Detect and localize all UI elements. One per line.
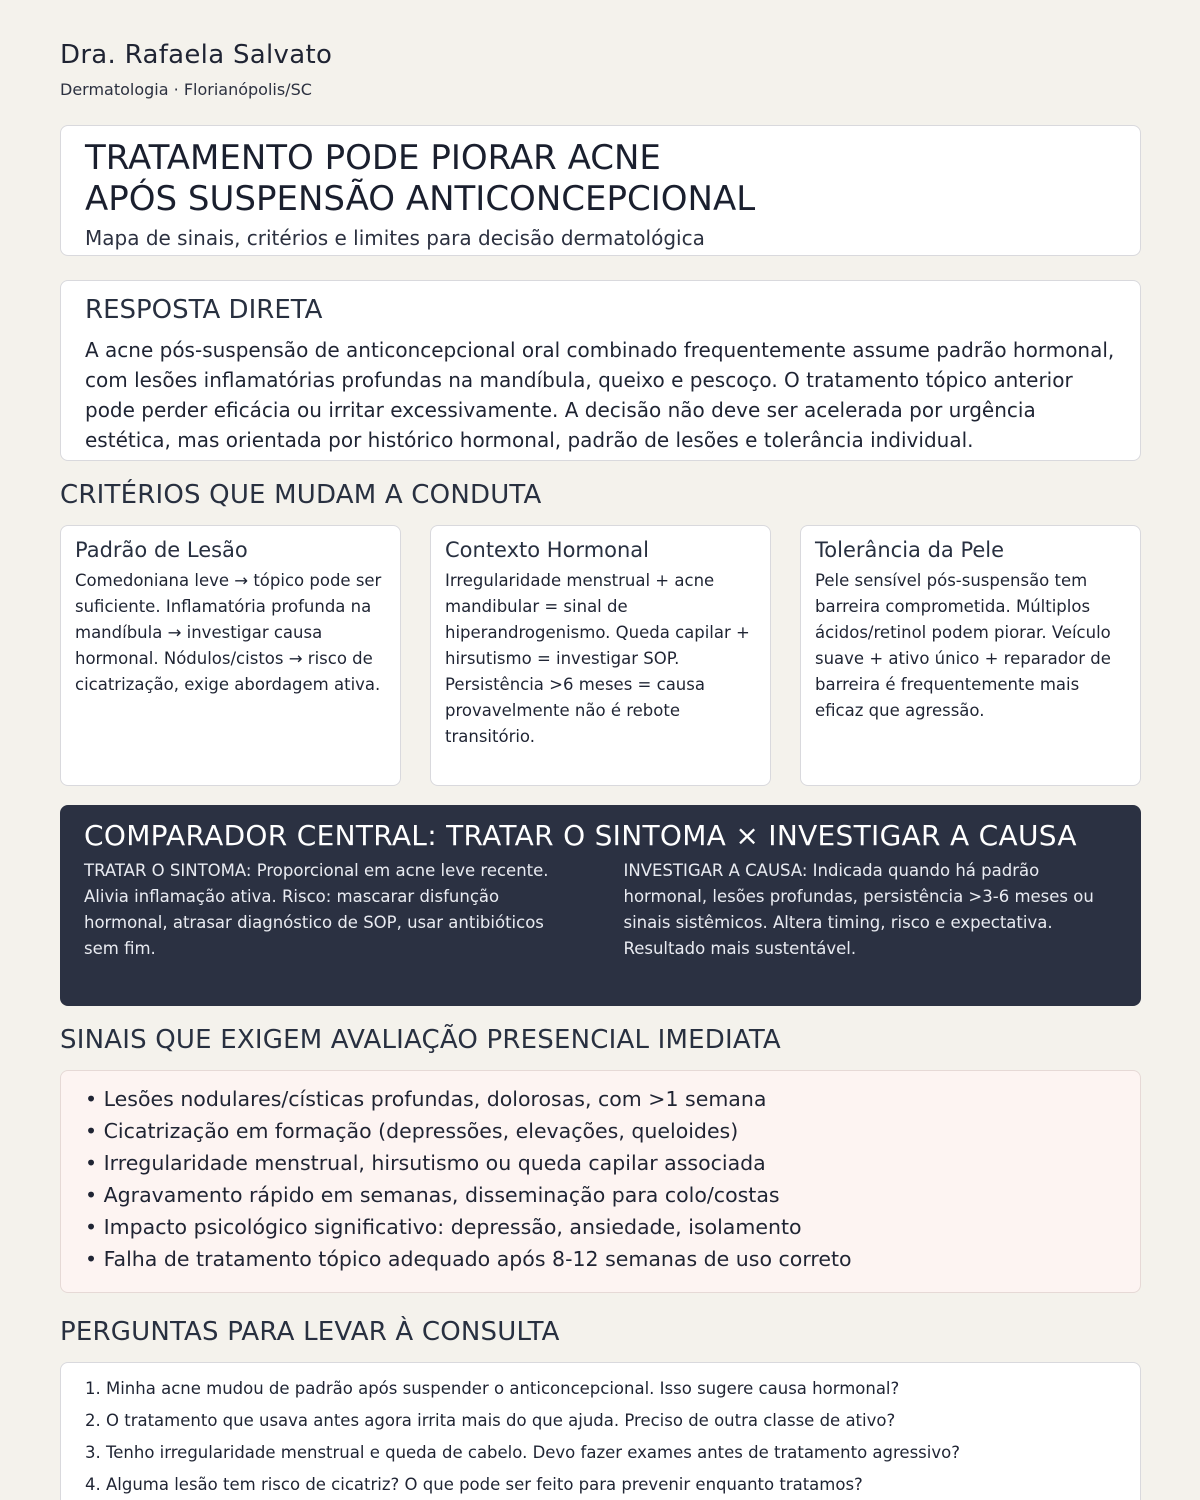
signals-list xyxy=(85,1083,1116,1275)
questions-card xyxy=(60,1362,1141,1500)
list-item: • Falha de tratamento tópico adequado após 8-12 semanas de uso correto xyxy=(85,1247,852,1271)
criteria-card-title: Contexto Hormonal xyxy=(445,538,650,562)
list-item: • Impacto psicológico significativo: depressão, ansiedade, isolamento xyxy=(85,1215,802,1239)
title-card xyxy=(60,125,1141,256)
list-item: • Agravamento rápido em semanas, disseminação para colo/costas xyxy=(85,1183,780,1207)
list-item: 4. Alguma lesão tem risco de cicatriz? O que pode ser feito para prevenir enquanto tratamos? xyxy=(85,1475,863,1494)
direct-answer-title: RESPOSTA DIRETA xyxy=(85,295,323,325)
criteria-card-hormonal-context xyxy=(430,525,771,786)
criteria-card-title: Padrão de Lesão xyxy=(75,538,248,562)
list-item: • Lesões nodulares/císticas profundas, dolorosas, com >1 semana xyxy=(85,1087,767,1111)
criteria-section-title: CRITÉRIOS QUE MUDAM A CONDUTA xyxy=(60,480,542,510)
doctor-name: Dra. Rafaela Salvato xyxy=(60,40,333,70)
questions-section-title: PERGUNTAS PARA LEVAR À CONSULTA xyxy=(60,1317,560,1347)
criteria-card-title: Tolerância da Pele xyxy=(815,538,1005,562)
direct-answer-text: A acne pós-suspensão de anticoncepcional oral combinado frequentemente assume padrão hormonal, com lesões inflamatórias profundas na mandíbula, queixo e pescoço. O tratamento tópico anterior pode perder eficácia ou irritar excessivamente. A decisão não deve ser acelerada por urgência estética, mas orientada por histórico hormonal, padrão de lesões e tolerância individual. xyxy=(85,338,1115,452)
criteria-card-text: Comedoniana leve → tópico pode ser suficiente. Inflamatória profunda na mandíbula → investigar causa hormonal. Nódulos/cistos → risco de cicatrização, exige abordagem ativa. xyxy=(75,571,382,694)
comparator-title: COMPARADOR CENTRAL: TRATAR O SINTOMA × INVESTIGAR A CAUSA xyxy=(84,819,1077,852)
signals-section-title: SINAIS QUE EXIGEM AVALIAÇÃO PRESENCIAL IMEDIATA xyxy=(60,1025,781,1055)
page-header xyxy=(60,40,332,99)
main-title-line-2: APÓS SUSPENSÃO ANTICONCEPCIONAL xyxy=(85,179,756,219)
list-item: 2. O tratamento que usava antes agora irrita mais do que ajuda. Preciso de outra classe de ativo? xyxy=(85,1411,896,1430)
list-item: • Cicatrização em formação (depressões, elevações, queloides) xyxy=(85,1119,739,1143)
main-subtitle: Mapa de sinais, critérios e limites para decisão dermatológica xyxy=(85,226,705,250)
direct-answer-card xyxy=(60,280,1141,461)
criteria-card-text: Pele sensível pós-suspensão tem barreira comprometida. Múltiplos ácidos/retinol podem piorar. Veículo suave + ativo único + reparador de barreira é frequentemente mais eficaz que agressão. xyxy=(815,571,1111,720)
main-title-line-1: TRATAMENTO PODE PIORAR ACNE xyxy=(85,138,661,178)
list-item: 3. Tenho irregularidade menstrual e queda de cabelo. Devo fazer exames antes de tratamento agressivo? xyxy=(85,1443,960,1462)
comparator-treat-symptom: TRATAR O SINTOMA: Proporcional em acne leve recente. Alivia inflamação ativa. Risco: mascarar disfunção hormonal, atrasar diagnóstico de SOP, usar antibióticos sem fim. xyxy=(84,861,549,958)
criteria-card-skin-tolerance xyxy=(800,525,1141,786)
comparator-columns xyxy=(84,858,1117,962)
doctor-specialty: Dermatologia · Florianópolis/SC xyxy=(60,80,312,99)
main-title xyxy=(85,138,1116,220)
list-item: • Irregularidade menstrual, hirsutismo ou queda capilar associada xyxy=(85,1151,766,1175)
criteria-card-text: Irregularidade menstrual + acne mandibular = sinal de hiperandrogenismo. Queda capilar + hirsutismo = investigar SOP. Persistência >6 meses = causa provavelmente não é rebote transitório. xyxy=(445,571,750,746)
signals-card xyxy=(60,1070,1141,1293)
central-comparator xyxy=(60,805,1141,1006)
questions-list xyxy=(85,1373,1116,1500)
criteria-card-lesion-pattern xyxy=(60,525,401,786)
list-item: 1. Minha acne mudou de padrão após suspender o anticoncepcional. Isso sugere causa hormonal? xyxy=(85,1379,900,1398)
comparator-investigate-cause: INVESTIGAR A CAUSA: Indicada quando há padrão hormonal, lesões profundas, persistência >3-6 meses ou sinais sistêmicos. Altera timing, risco e expectativa. Resultado mais sustentável. xyxy=(623,861,1094,958)
